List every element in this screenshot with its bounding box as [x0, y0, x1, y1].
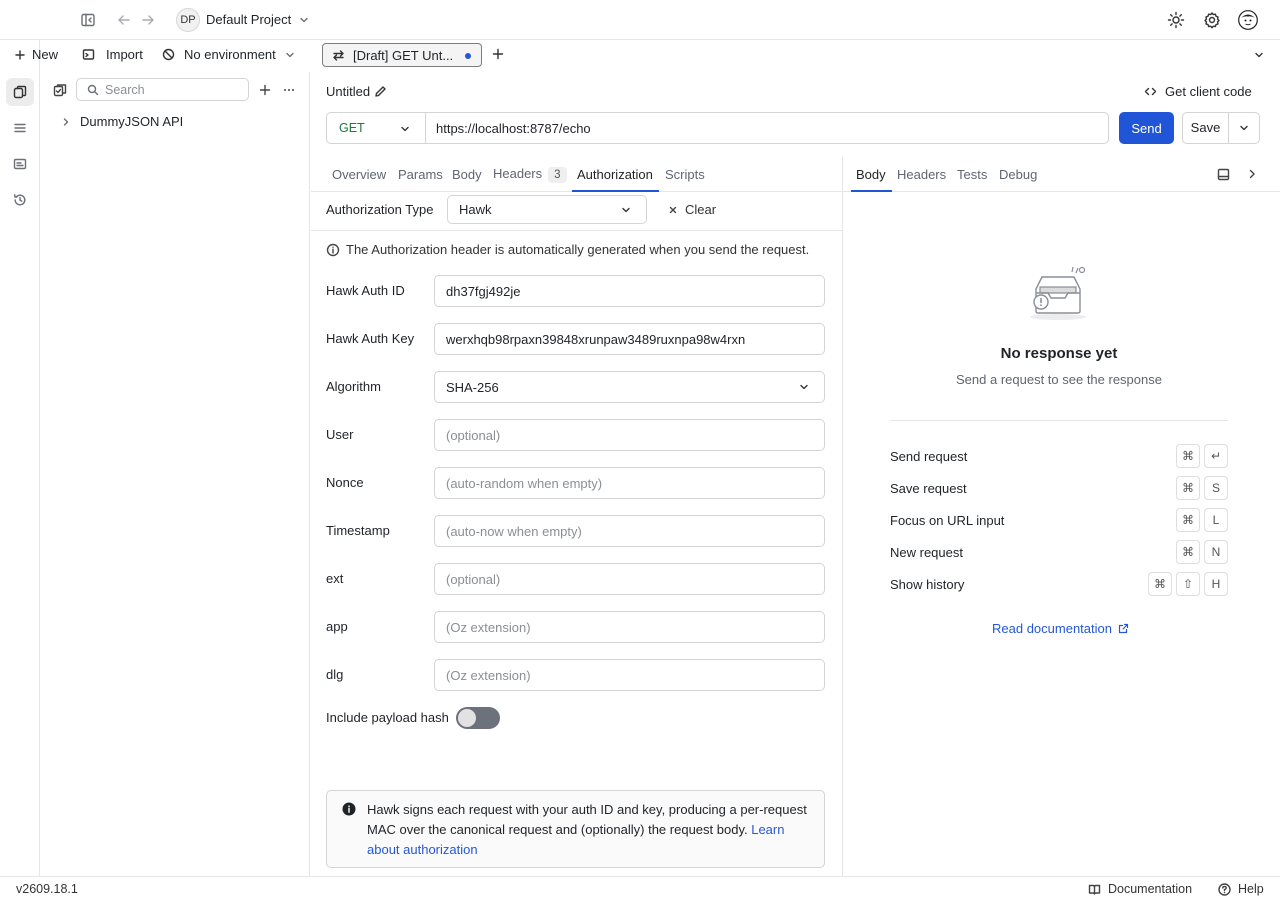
unsaved-dot — [465, 53, 471, 59]
shortcuts-divider — [890, 420, 1228, 421]
dlg-label: dlg — [326, 667, 344, 682]
response-active-tab-indicator — [851, 190, 892, 192]
sidebar — [40, 72, 310, 876]
version-label: v2609.18.1 — [16, 882, 78, 896]
hawk-auth-key-input[interactable] — [434, 323, 825, 355]
tab-authorization[interactable]: Authorization — [577, 167, 653, 182]
search-input[interactable] — [76, 78, 249, 101]
method-value: GET — [339, 121, 365, 135]
chevron-down-icon[interactable] — [298, 14, 310, 26]
pencil-icon[interactable] — [374, 85, 387, 98]
user-input[interactable] — [434, 419, 825, 451]
chevron-down-icon — [399, 123, 411, 135]
no-entry-icon — [162, 48, 175, 61]
response-tabs-divider — [843, 191, 1280, 192]
project-name[interactable]: Default Project — [206, 12, 292, 27]
help-label: Help — [1238, 882, 1264, 896]
help-button[interactable] — [1218, 882, 1264, 896]
toggle-knob — [458, 709, 476, 727]
forward-arrow-icon[interactable] — [140, 12, 156, 28]
request-name[interactable]: Untitled — [326, 84, 371, 99]
new-button[interactable] — [14, 47, 58, 62]
toggle-sidebar-icon[interactable] — [80, 12, 96, 28]
read-documentation-label: Read documentation — [992, 621, 1112, 636]
payload-hash-toggle[interactable] — [456, 707, 500, 729]
history-icon[interactable] — [6, 186, 34, 214]
clear-auth-label: Clear — [685, 202, 717, 217]
import-icon — [82, 48, 95, 61]
shortcut-label: Show history — [890, 576, 965, 592]
chevron-right-icon — [60, 116, 72, 128]
import-button-label: Import — [106, 47, 143, 62]
hawk-auth-key-value: werxhqb98rpaxn39848xrunpaw3489ruxnpa98w4rxn — [446, 331, 746, 347]
search-placeholder: Search — [105, 82, 145, 97]
left-rail — [0, 40, 40, 876]
shortcut-label: Focus on URL input — [890, 512, 1005, 528]
gear-icon[interactable] — [1203, 11, 1221, 29]
user-avatar-icon[interactable] — [1238, 10, 1258, 30]
plus-icon — [14, 49, 26, 61]
headers-count-badge: 3 — [548, 167, 566, 183]
shortcut-key: S — [1204, 476, 1228, 500]
read-documentation-link[interactable] — [992, 621, 1129, 636]
timestamp-input[interactable] — [434, 515, 825, 547]
nonce-placeholder: (auto-random when empty) — [446, 475, 603, 491]
empty-inbox-illustration-icon — [1026, 263, 1092, 323]
no-response-title: No response yet — [1000, 345, 1118, 362]
shortcut-key: ⌘ — [1176, 540, 1200, 564]
no-response-subtitle: Send a request to see the response — [956, 372, 1162, 387]
shortcut-key: ⇧ — [1176, 572, 1200, 596]
ext-placeholder: (optional) — [446, 571, 501, 587]
auth-type-value: Hawk — [459, 202, 492, 217]
tab-scripts[interactable]: Scripts — [665, 167, 705, 182]
add-collection-icon[interactable] — [258, 83, 272, 97]
shortcut-key: N — [1204, 540, 1228, 564]
layout-toggle-icon[interactable] — [1217, 168, 1230, 181]
hawk-auth-id-input[interactable] — [434, 275, 825, 307]
external-link-icon — [1118, 623, 1129, 634]
tabs-menu-chevron-icon[interactable] — [1253, 49, 1265, 61]
app-input[interactable] — [434, 611, 825, 643]
chevron-down-icon — [798, 381, 810, 393]
learn-about-authorization-link[interactable]: Learn about authorization — [367, 822, 785, 857]
save-button[interactable]: Save — [1183, 113, 1229, 143]
shortcut-row — [890, 476, 1228, 500]
timestamp-label: Timestamp — [326, 523, 390, 538]
active-tab-indicator — [572, 190, 659, 192]
url-input[interactable] — [425, 112, 1109, 144]
hawk-info-note — [326, 790, 825, 868]
documentation-button[interactable] — [1088, 882, 1192, 896]
shortcut-label: Save request — [890, 480, 967, 496]
info-filled-icon — [342, 802, 356, 816]
environment-selector[interactable] — [162, 47, 296, 62]
get-client-code-button[interactable] — [1144, 84, 1252, 99]
book-icon — [1088, 883, 1101, 896]
collections-icon[interactable] — [6, 78, 34, 106]
shortcut-key: ⌘ — [1176, 476, 1200, 500]
hawk-auth-id-label: Hawk Auth ID — [326, 283, 405, 298]
payload-hash-label: Include payload hash — [326, 710, 449, 725]
nonce-label: Nonce — [326, 475, 364, 490]
algorithm-value: SHA-256 — [446, 379, 499, 395]
collection-item[interactable] — [60, 114, 183, 129]
auth-type-label: Authorization Type — [326, 202, 434, 217]
chevron-down-icon — [284, 49, 296, 61]
app-placeholder: (Oz extension) — [446, 619, 531, 635]
shortcut-key: ⌘ — [1176, 444, 1200, 468]
algorithm-select[interactable] — [434, 371, 825, 403]
stack-icon[interactable] — [6, 114, 34, 142]
shortcut-row — [890, 572, 1228, 596]
user-label: User — [326, 427, 354, 442]
tab-headers[interactable] — [493, 166, 567, 183]
shortcut-label: Send request — [890, 448, 968, 464]
sidebar-toolbar — [0, 40, 310, 72]
help-icon — [1218, 883, 1231, 896]
code-icon — [1144, 85, 1157, 98]
info-icon — [326, 243, 340, 257]
hawk-note-text: Hawk signs each request with your auth ID and key, producing a per-request MAC over the canonical request and (optionally) the request body. — [367, 802, 807, 837]
shortcut-key: ⌘ — [1176, 508, 1200, 532]
auth-info-text: The Authorization header is automatically generated when you send the request. — [346, 242, 810, 257]
algorithm-label: Algorithm — [326, 379, 381, 394]
clear-auth-button[interactable] — [668, 202, 716, 217]
dlg-input[interactable] — [434, 659, 825, 691]
response-tab-debug[interactable]: Debug — [999, 167, 1038, 182]
shortcut-key: L — [1204, 508, 1228, 532]
shortcut-key: H — [1204, 572, 1228, 596]
hawk-auth-id-value: dh37fgj492je — [446, 283, 521, 299]
request-tab[interactable] — [322, 43, 482, 67]
environment-label: No environment — [184, 47, 276, 62]
method-select[interactable] — [326, 112, 426, 144]
status-bar — [0, 876, 1280, 900]
auth-type-select[interactable] — [447, 195, 647, 224]
tab-body[interactable]: Body — [452, 167, 482, 182]
collection-label: DummyJSON API — [80, 114, 184, 129]
response-tab-body[interactable]: Body — [856, 167, 886, 182]
save-options-chevron-icon[interactable] — [1238, 122, 1250, 134]
project-avatar[interactable]: DP — [176, 8, 200, 32]
get-client-code-label: Get client code — [1165, 84, 1252, 99]
shortcut-row — [890, 444, 1228, 468]
auth-info-line — [326, 242, 809, 257]
dlg-placeholder: (Oz extension) — [446, 667, 531, 683]
collapse-panel-chevron-icon[interactable] — [1246, 168, 1258, 180]
search-icon — [87, 84, 99, 96]
send-button[interactable]: Send — [1119, 112, 1174, 144]
nonce-input[interactable] — [434, 467, 825, 499]
response-tab-headers[interactable]: Headers — [897, 167, 947, 182]
save-button-group — [1182, 112, 1260, 144]
ext-input[interactable] — [434, 563, 825, 595]
shortcut-key: ↵ — [1204, 444, 1228, 468]
url-value: https://localhost:8787/echo — [436, 120, 591, 136]
hawk-auth-key-label: Hawk Auth Key — [326, 331, 415, 346]
swap-icon — [332, 49, 345, 62]
shortcut-row — [890, 508, 1228, 532]
chevron-down-icon — [620, 204, 632, 216]
divider — [311, 230, 842, 231]
documentation-label: Documentation — [1108, 882, 1193, 896]
top-bar — [0, 0, 1280, 40]
collections-filter-icon[interactable] — [53, 83, 67, 97]
shortcut-row — [890, 540, 1228, 564]
new-button-label: New — [32, 47, 59, 62]
request-tab-label: [Draft] GET Unt... — [353, 47, 454, 63]
ext-label: ext — [326, 571, 344, 586]
tab-headers-label: Headers — [493, 166, 543, 181]
user-placeholder: (optional) — [446, 427, 501, 443]
timestamp-placeholder: (auto-now when empty) — [446, 523, 582, 539]
environment-icon[interactable] — [6, 150, 34, 178]
response-tab-tests[interactable]: Tests — [957, 167, 988, 182]
back-arrow-icon[interactable] — [116, 12, 132, 28]
new-tab-icon[interactable] — [491, 47, 505, 61]
close-icon — [668, 205, 678, 215]
shortcut-key: ⌘ — [1148, 572, 1172, 596]
sun-icon[interactable] — [1167, 11, 1185, 29]
more-icon[interactable] — [282, 83, 296, 97]
app-label: app — [326, 619, 348, 634]
tab-overview[interactable]: Overview — [332, 167, 387, 182]
import-button[interactable] — [82, 47, 143, 62]
tab-params[interactable]: Params — [398, 167, 443, 182]
shortcut-label: New request — [890, 544, 963, 560]
